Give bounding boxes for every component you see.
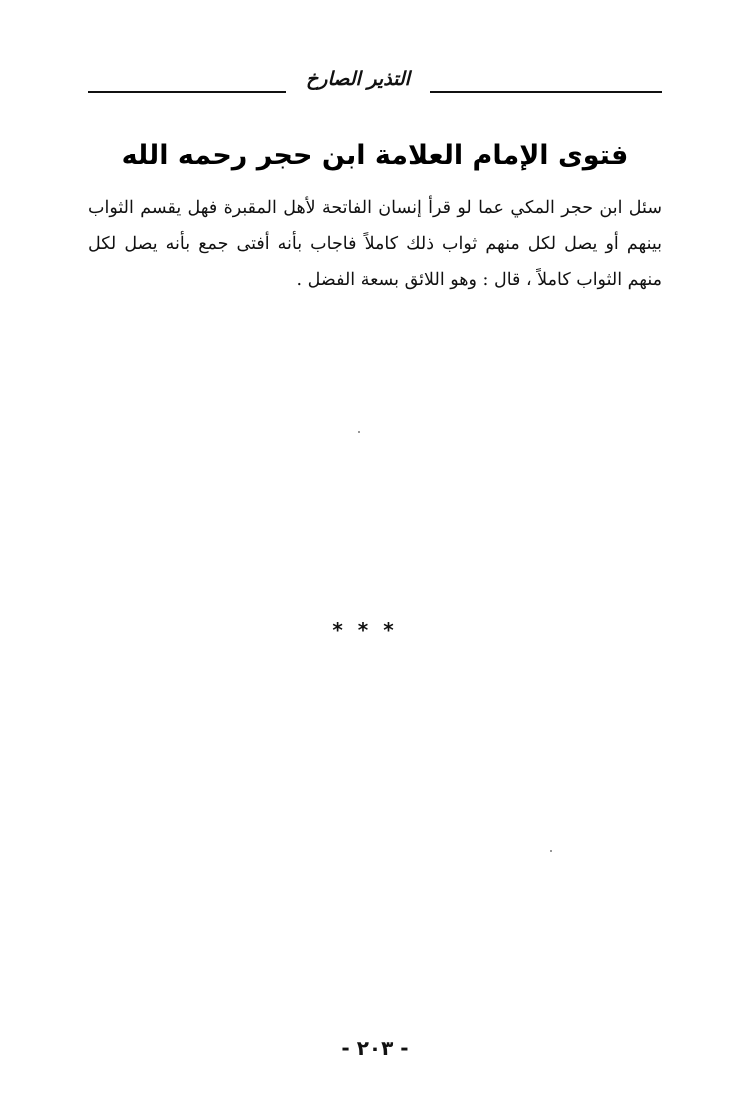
page-number: - ٢٠٣ - bbox=[341, 1036, 409, 1060]
body-line-2: بينهم أو يصل لكل منهم ثواب ذلك كاملاً فاجاب بأنه أفتى جمع بأنه يصل لكل bbox=[88, 234, 662, 254]
section-title: فتوى الإمام العلامة ابن حجر رحمه الله bbox=[121, 140, 629, 171]
header-rule-right bbox=[430, 91, 662, 93]
section-separator: * * * bbox=[332, 618, 398, 642]
header-rule-left bbox=[88, 91, 286, 93]
body-line-3: منهم الثواب كاملاً ، قال : وهو اللائق بسعة الفضل . bbox=[296, 270, 662, 290]
scan-speck bbox=[550, 850, 552, 852]
body-line-1: سئل ابن حجر المكي عما لو قرأ إنسان الفاتحة لأهل المقبرة فهل يقسم الثواب bbox=[88, 198, 662, 218]
running-title: التذير الصارخ bbox=[306, 68, 410, 90]
body-paragraph bbox=[88, 190, 662, 298]
scan-speck bbox=[358, 431, 360, 433]
running-header bbox=[88, 66, 662, 98]
